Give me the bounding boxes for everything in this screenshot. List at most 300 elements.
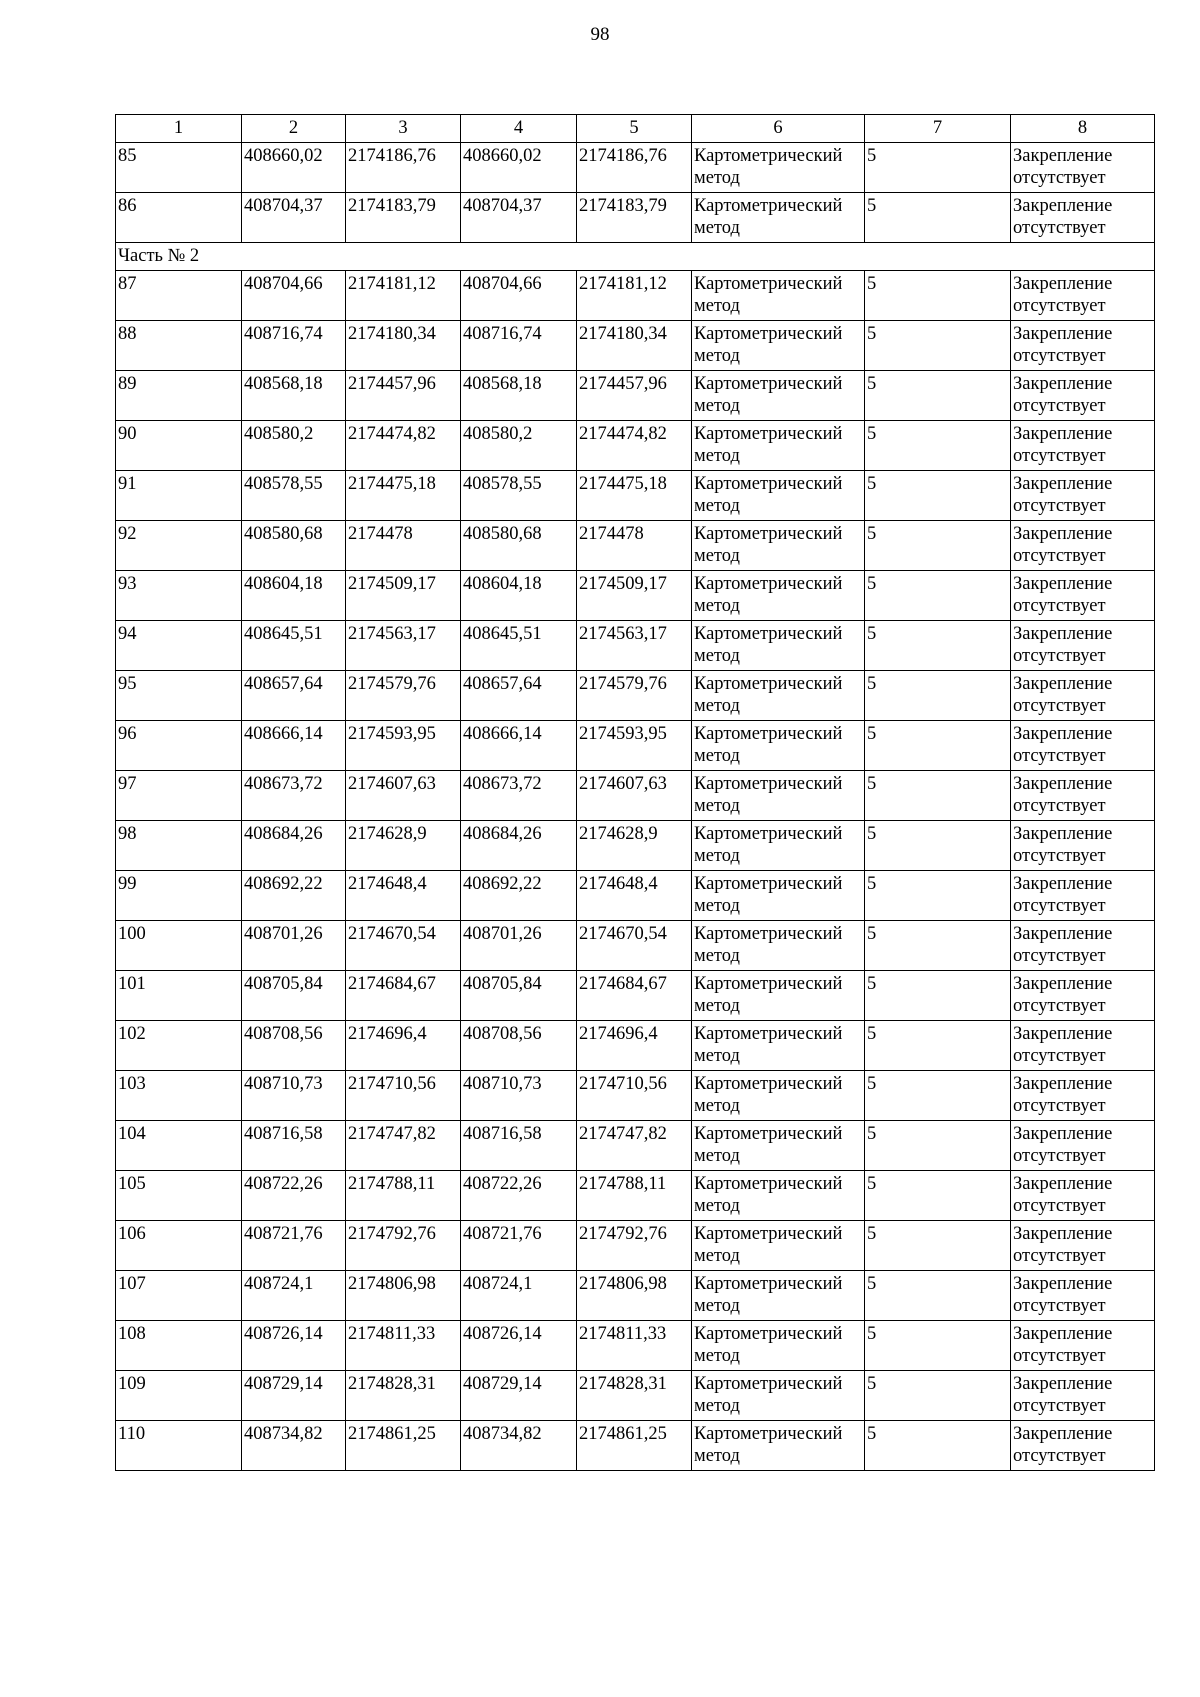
table-row — [116, 571, 1155, 621]
table-cell: 2174811,33 — [346, 1321, 461, 1371]
table-cell: 408666,14 — [461, 721, 577, 771]
cell-line: отсутствует — [1013, 1396, 1106, 1416]
table-cell — [692, 1421, 865, 1471]
table-row — [116, 1121, 1155, 1171]
table-row — [116, 921, 1155, 971]
table-cell: 408704,37 — [242, 193, 346, 243]
table-cell: 408722,26 — [461, 1171, 577, 1221]
table-row — [116, 871, 1155, 921]
cell-line: Картометрический — [694, 624, 843, 644]
table-header-row — [116, 115, 1155, 143]
table-cell: 90 — [116, 421, 242, 471]
table-cell — [692, 871, 865, 921]
table-cell: 5 — [865, 1321, 1011, 1371]
table-cell: 2174181,12 — [577, 271, 692, 321]
table-cell: 93 — [116, 571, 242, 621]
table-cell — [1011, 1071, 1155, 1121]
table-cell: 408726,14 — [461, 1321, 577, 1371]
table-cell — [1011, 1121, 1155, 1171]
table-cell — [1011, 521, 1155, 571]
cell-line: Закрепление — [1013, 196, 1113, 216]
table-cell: 2174509,17 — [577, 571, 692, 621]
table-cell — [1011, 1221, 1155, 1271]
table-cell: 5 — [865, 621, 1011, 671]
table-cell: 408692,22 — [461, 871, 577, 921]
table-cell — [1011, 1021, 1155, 1071]
table-cell — [1011, 671, 1155, 721]
cell-line: Закрепление — [1013, 1424, 1113, 1444]
cell-line: отсутствует — [1013, 496, 1106, 516]
table-cell — [692, 1221, 865, 1271]
column-header: 8 — [1011, 115, 1155, 143]
cell-line: Закрепление — [1013, 674, 1113, 694]
table-row — [116, 621, 1155, 671]
table-cell — [1011, 971, 1155, 1021]
cell-line: Картометрический — [694, 524, 843, 544]
table-cell: 408673,72 — [242, 771, 346, 821]
table-cell: 408604,18 — [242, 571, 346, 621]
table-cell: 2174180,34 — [577, 321, 692, 371]
table-cell: 408568,18 — [242, 371, 346, 421]
table-cell: 2174579,76 — [577, 671, 692, 721]
cell-line: Картометрический — [694, 324, 843, 344]
section-title: Часть № 2 — [116, 243, 1155, 271]
cell-line: метод — [694, 296, 740, 316]
cell-line: метод — [694, 446, 740, 466]
table-cell: 408645,51 — [242, 621, 346, 671]
table-cell: 5 — [865, 1071, 1011, 1121]
table-cell — [1011, 721, 1155, 771]
table-cell: 408716,58 — [242, 1121, 346, 1171]
table-cell: 408580,68 — [461, 521, 577, 571]
table-cell: 2174478 — [346, 521, 461, 571]
cell-line: Картометрический — [694, 1374, 843, 1394]
table-cell: 2174563,17 — [346, 621, 461, 671]
table-row — [116, 371, 1155, 421]
table-cell: 87 — [116, 271, 242, 321]
table-cell: 2174788,11 — [577, 1171, 692, 1221]
table-cell: 2174828,31 — [577, 1371, 692, 1421]
table-cell: 2174747,82 — [577, 1121, 692, 1171]
table-cell — [1011, 321, 1155, 371]
cell-line: метод — [694, 1096, 740, 1116]
table-row — [116, 1221, 1155, 1271]
table-cell: 408580,68 — [242, 521, 346, 571]
table-cell: 97 — [116, 771, 242, 821]
cell-line: метод — [694, 1246, 740, 1266]
table-cell: 408705,84 — [461, 971, 577, 1021]
table-cell: 2174607,63 — [577, 771, 692, 821]
table-row — [116, 821, 1155, 871]
table-cell: 408580,2 — [242, 421, 346, 471]
table-cell — [1011, 143, 1155, 193]
cell-line: отсутствует — [1013, 1196, 1106, 1216]
table-row — [116, 321, 1155, 371]
cell-line: Закрепление — [1013, 724, 1113, 744]
table-cell: 2174475,18 — [577, 471, 692, 521]
table-cell: 5 — [865, 1271, 1011, 1321]
table-cell — [692, 671, 865, 721]
table-cell: 408710,73 — [242, 1071, 346, 1121]
table-row — [116, 1371, 1155, 1421]
table-cell: 5 — [865, 921, 1011, 971]
table-cell: 408704,37 — [461, 193, 577, 243]
cell-line: метод — [694, 396, 740, 416]
cell-line: Закрепление — [1013, 1274, 1113, 1294]
table-cell — [692, 271, 865, 321]
cell-line: отсутствует — [1013, 168, 1106, 188]
table-cell — [692, 1271, 865, 1321]
cell-line: метод — [694, 496, 740, 516]
table-cell: 100 — [116, 921, 242, 971]
cell-line: Закрепление — [1013, 924, 1113, 944]
table-cell: 408657,64 — [242, 671, 346, 721]
table-cell: 408692,22 — [242, 871, 346, 921]
cell-line: Закрепление — [1013, 774, 1113, 794]
table-cell — [1011, 193, 1155, 243]
cell-line: Картометрический — [694, 724, 843, 744]
cell-line: метод — [694, 796, 740, 816]
table-row — [116, 1421, 1155, 1471]
table-cell: 5 — [865, 671, 1011, 721]
cell-line: метод — [694, 1446, 740, 1466]
table-cell: 408673,72 — [461, 771, 577, 821]
table-cell — [692, 921, 865, 971]
table-row — [116, 771, 1155, 821]
table-cell: 408657,64 — [461, 671, 577, 721]
table-cell: 408722,26 — [242, 1171, 346, 1221]
table-cell: 408724,1 — [242, 1271, 346, 1321]
cell-line: метод — [694, 996, 740, 1016]
table-cell: 2174186,76 — [346, 143, 461, 193]
table-cell: 408729,14 — [242, 1371, 346, 1421]
table-cell — [692, 421, 865, 471]
cell-line: Картометрический — [694, 774, 843, 794]
table-cell: 408729,14 — [461, 1371, 577, 1421]
table-cell — [1011, 1421, 1155, 1471]
cell-line: Картометрический — [694, 1274, 843, 1294]
cell-line: Закрепление — [1013, 374, 1113, 394]
cell-line: отсутствует — [1013, 696, 1106, 716]
table-row — [116, 271, 1155, 321]
table-cell: 408568,18 — [461, 371, 577, 421]
table-cell — [692, 1171, 865, 1221]
cell-line: Закрепление — [1013, 574, 1113, 594]
table-cell — [692, 321, 865, 371]
table-cell: 103 — [116, 1071, 242, 1121]
table-cell — [1011, 1271, 1155, 1321]
table-cell: 408724,1 — [461, 1271, 577, 1321]
table-row — [116, 971, 1155, 1021]
table-cell — [692, 971, 865, 1021]
table-cell — [692, 1371, 865, 1421]
cell-line: Закрепление — [1013, 1224, 1113, 1244]
table-cell: 408734,82 — [461, 1421, 577, 1471]
cell-line: отсутствует — [1013, 446, 1106, 466]
table-cell: 2174457,96 — [346, 371, 461, 421]
table-cell — [692, 193, 865, 243]
column-header: 4 — [461, 115, 577, 143]
table-cell: 2174183,79 — [346, 193, 461, 243]
column-header: 7 — [865, 115, 1011, 143]
table-cell: 408708,56 — [242, 1021, 346, 1071]
table-cell — [692, 1121, 865, 1171]
table-cell: 2174684,67 — [577, 971, 692, 1021]
table-cell: 408604,18 — [461, 571, 577, 621]
cell-line: Картометрический — [694, 574, 843, 594]
table-cell: 2174792,76 — [346, 1221, 461, 1271]
table-cell: 2174696,4 — [346, 1021, 461, 1071]
cell-line: отсутствует — [1013, 296, 1106, 316]
table-cell — [692, 471, 865, 521]
table-cell: 5 — [865, 371, 1011, 421]
cell-line: метод — [694, 746, 740, 766]
cell-line: Закрепление — [1013, 424, 1113, 444]
table-cell: 408721,76 — [461, 1221, 577, 1271]
table-cell: 88 — [116, 321, 242, 371]
cell-line: Закрепление — [1013, 874, 1113, 894]
table-cell — [692, 521, 865, 571]
table-cell: 5 — [865, 521, 1011, 571]
table-cell: 101 — [116, 971, 242, 1021]
cell-line: отсутствует — [1013, 1096, 1106, 1116]
table-cell: 2174478 — [577, 521, 692, 571]
table-cell: 408701,26 — [461, 921, 577, 971]
cell-line: Закрепление — [1013, 824, 1113, 844]
cell-line: Картометрический — [694, 196, 843, 216]
table-body — [116, 143, 1155, 1471]
table-cell — [692, 371, 865, 421]
table-cell: 2174475,18 — [346, 471, 461, 521]
cell-line: Картометрический — [694, 1224, 843, 1244]
cell-line: отсутствует — [1013, 796, 1106, 816]
table-cell: 2174607,63 — [346, 771, 461, 821]
table-cell: 85 — [116, 143, 242, 193]
cell-line: Закрепление — [1013, 1124, 1113, 1144]
table-cell: 2174811,33 — [577, 1321, 692, 1371]
table-cell: 5 — [865, 1421, 1011, 1471]
cell-line: метод — [694, 696, 740, 716]
table-cell: 5 — [865, 721, 1011, 771]
cell-line: Картометрический — [694, 674, 843, 694]
table-cell: 109 — [116, 1371, 242, 1421]
cell-line: отсутствует — [1013, 1446, 1106, 1466]
table-cell — [1011, 821, 1155, 871]
table-cell: 2174593,95 — [577, 721, 692, 771]
cell-line: отсутствует — [1013, 396, 1106, 416]
table-cell: 408705,84 — [242, 971, 346, 1021]
table-cell: 2174806,98 — [346, 1271, 461, 1321]
table-cell: 408704,66 — [461, 271, 577, 321]
table-cell: 2174648,4 — [346, 871, 461, 921]
cell-line: Закрепление — [1013, 474, 1113, 494]
table-cell — [1011, 471, 1155, 521]
table-cell: 2174788,11 — [346, 1171, 461, 1221]
cell-line: метод — [694, 218, 740, 238]
table-cell — [1011, 421, 1155, 471]
table-cell: 105 — [116, 1171, 242, 1221]
table-cell: 2174861,25 — [577, 1421, 692, 1471]
table-cell: 94 — [116, 621, 242, 671]
table-cell: 99 — [116, 871, 242, 921]
table-cell: 408734,82 — [242, 1421, 346, 1471]
table-cell: 408726,14 — [242, 1321, 346, 1371]
cell-line: отсутствует — [1013, 896, 1106, 916]
table-cell: 104 — [116, 1121, 242, 1171]
cell-line: метод — [694, 846, 740, 866]
cell-line: отсутствует — [1013, 946, 1106, 966]
table-cell — [1011, 271, 1155, 321]
cell-line: Картометрический — [694, 146, 843, 166]
table-cell — [692, 1021, 865, 1071]
cell-line: метод — [694, 168, 740, 188]
column-header: 3 — [346, 115, 461, 143]
table-cell: 2174474,82 — [577, 421, 692, 471]
table-cell: 89 — [116, 371, 242, 421]
cell-line: Закрепление — [1013, 1024, 1113, 1044]
cell-line: метод — [694, 946, 740, 966]
table-cell: 408684,26 — [461, 821, 577, 871]
table-cell: 408660,02 — [242, 143, 346, 193]
table-cell: 2174183,79 — [577, 193, 692, 243]
column-header: 5 — [577, 115, 692, 143]
cell-line: отсутствует — [1013, 218, 1106, 238]
cell-line: метод — [694, 646, 740, 666]
cell-line: отсутствует — [1013, 546, 1106, 566]
table-cell: 5 — [865, 421, 1011, 471]
cell-line: метод — [694, 1196, 740, 1216]
cell-line: отсутствует — [1013, 1046, 1106, 1066]
table-cell: 2174628,9 — [346, 821, 461, 871]
table-row — [116, 471, 1155, 521]
cell-line: отсутствует — [1013, 1246, 1106, 1266]
cell-line: Картометрический — [694, 274, 843, 294]
table-cell: 108 — [116, 1321, 242, 1371]
table-cell: 86 — [116, 193, 242, 243]
cell-line: Картометрический — [694, 874, 843, 894]
table-row — [116, 1021, 1155, 1071]
table-cell: 2174563,17 — [577, 621, 692, 671]
table-cell: 408578,55 — [242, 471, 346, 521]
table-cell: 95 — [116, 671, 242, 721]
table-cell: 2174181,12 — [346, 271, 461, 321]
cell-line: Картометрический — [694, 1024, 843, 1044]
cell-line: Картометрический — [694, 374, 843, 394]
cell-line: Картометрический — [694, 1324, 843, 1344]
cell-line: отсутствует — [1013, 1346, 1106, 1366]
coordinates-table — [115, 114, 1155, 1471]
cell-line: Закрепление — [1013, 1324, 1113, 1344]
table-cell: 408716,74 — [461, 321, 577, 371]
table-cell — [692, 1071, 865, 1121]
table-cell: 2174509,17 — [346, 571, 461, 621]
cell-line: отсутствует — [1013, 596, 1106, 616]
page-number: 98 — [590, 24, 610, 45]
table-cell: 5 — [865, 971, 1011, 1021]
table-cell: 2174861,25 — [346, 1421, 461, 1471]
cell-line: отсутствует — [1013, 646, 1106, 666]
table-row — [116, 421, 1155, 471]
table-cell: 2174648,4 — [577, 871, 692, 921]
table-cell: 5 — [865, 1171, 1011, 1221]
cell-line: Картометрический — [694, 1174, 843, 1194]
table-cell: 2174828,31 — [346, 1371, 461, 1421]
table-cell: 2174670,54 — [346, 921, 461, 971]
cell-line: Закрепление — [1013, 146, 1113, 166]
cell-line: Картометрический — [694, 974, 843, 994]
cell-line: Картометрический — [694, 1074, 843, 1094]
cell-line: Картометрический — [694, 474, 843, 494]
cell-line: метод — [694, 1046, 740, 1066]
table-cell: 2174710,56 — [577, 1071, 692, 1121]
table-cell: 2174593,95 — [346, 721, 461, 771]
table-cell: 5 — [865, 1221, 1011, 1271]
table-cell: 408684,26 — [242, 821, 346, 871]
table-row — [116, 1321, 1155, 1371]
cell-line: метод — [694, 1346, 740, 1366]
table-cell: 408580,2 — [461, 421, 577, 471]
table-cell — [1011, 871, 1155, 921]
table-cell — [1011, 921, 1155, 971]
cell-line: метод — [694, 896, 740, 916]
table-cell: 408578,55 — [461, 471, 577, 521]
cell-line: Закрепление — [1013, 324, 1113, 344]
table-cell — [692, 721, 865, 771]
table-cell: 2174628,9 — [577, 821, 692, 871]
cell-line: отсутствует — [1013, 1146, 1106, 1166]
table-cell: 408704,66 — [242, 271, 346, 321]
table-cell — [1011, 1321, 1155, 1371]
table-cell — [1011, 1371, 1155, 1421]
table-cell — [692, 1321, 865, 1371]
table-cell: 107 — [116, 1271, 242, 1321]
table-cell: 408666,14 — [242, 721, 346, 771]
table-cell: 408710,73 — [461, 1071, 577, 1121]
column-header: 1 — [116, 115, 242, 143]
table-cell: 2174747,82 — [346, 1121, 461, 1171]
cell-line: Картометрический — [694, 824, 843, 844]
table-cell: 2174806,98 — [577, 1271, 692, 1321]
table-cell: 2174474,82 — [346, 421, 461, 471]
cell-line: Закрепление — [1013, 1074, 1113, 1094]
table-cell: 408721,76 — [242, 1221, 346, 1271]
table-cell: 2174710,56 — [346, 1071, 461, 1121]
table-cell — [1011, 1171, 1155, 1221]
cell-line: отсутствует — [1013, 846, 1106, 866]
table-cell: 5 — [865, 871, 1011, 921]
table-cell: 98 — [116, 821, 242, 871]
table-cell: 408660,02 — [461, 143, 577, 193]
table-cell: 5 — [865, 193, 1011, 243]
cell-line: метод — [694, 1396, 740, 1416]
table-cell — [692, 143, 865, 193]
table-cell: 110 — [116, 1421, 242, 1471]
table-cell — [692, 821, 865, 871]
table-cell: 5 — [865, 321, 1011, 371]
table-cell: 5 — [865, 1021, 1011, 1071]
table-cell: 102 — [116, 1021, 242, 1071]
cell-line: отсутствует — [1013, 996, 1106, 1016]
table-cell — [1011, 621, 1155, 671]
table-cell — [692, 771, 865, 821]
table-cell — [1011, 571, 1155, 621]
table-cell: 5 — [865, 771, 1011, 821]
cell-line: отсутствует — [1013, 746, 1106, 766]
cell-line: метод — [694, 546, 740, 566]
cell-line: метод — [694, 346, 740, 366]
table-row — [116, 143, 1155, 193]
table-cell: 5 — [865, 143, 1011, 193]
